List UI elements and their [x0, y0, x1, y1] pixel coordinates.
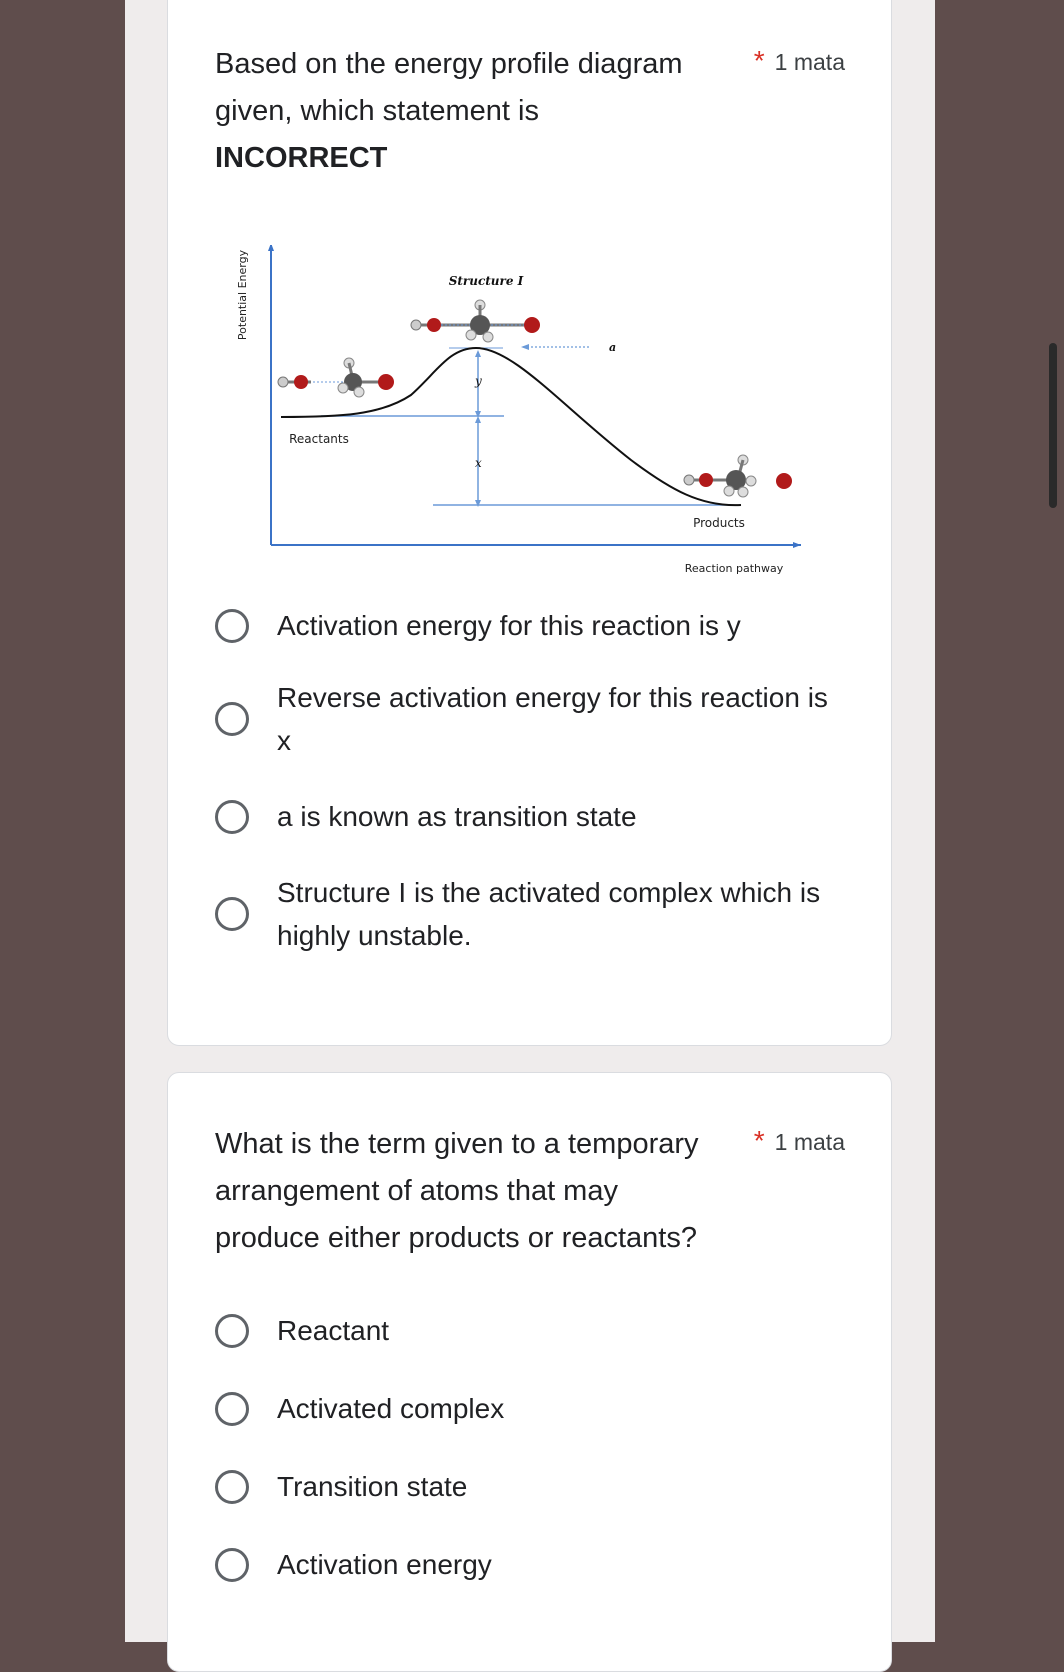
option-2[interactable] — [215, 1387, 845, 1430]
question-card-2 — [167, 1072, 892, 1672]
question-title-text: Based on the energy profile diagram given, which statement is — [215, 48, 683, 127]
radio-button[interactable] — [215, 800, 249, 834]
option-4[interactable] — [215, 871, 845, 957]
scrollbar-thumb[interactable] — [1049, 343, 1057, 508]
points-label: 1 mata — [774, 49, 845, 75]
option-3[interactable] — [215, 1465, 845, 1508]
reactant-molecule-illustration — [278, 358, 394, 397]
y-axis-label: Potential Energy — [236, 249, 249, 341]
option-1[interactable] — [215, 1309, 845, 1352]
option-label: Structure I is the activated complex which is highly unstable. — [277, 877, 821, 951]
a-label: a — [609, 341, 617, 354]
radio-button[interactable] — [215, 1470, 249, 1504]
question-title: What is the term given to a temporary arrangement of atoms that may produce either products or reactants? — [215, 1128, 699, 1254]
option-label: Reactant — [277, 1315, 390, 1346]
option-1[interactable] — [215, 604, 845, 647]
activated-complex-illustration — [411, 300, 540, 342]
radio-button[interactable] — [215, 1548, 249, 1582]
x-axis-label: Reaction pathway — [684, 562, 784, 575]
question-card-1 — [167, 0, 892, 1046]
x-label: x — [475, 456, 482, 470]
option-4[interactable] — [215, 1543, 845, 1586]
question-title-emphasis: INCORRECT — [215, 142, 388, 174]
product-molecule-illustration — [684, 455, 792, 497]
radio-button[interactable] — [215, 609, 249, 643]
points-label: 1 mata — [774, 1129, 845, 1155]
option-label: Transition state — [277, 1471, 468, 1502]
question-header — [215, 1121, 845, 1262]
option-2[interactable] — [215, 676, 845, 762]
question-title — [215, 41, 715, 182]
energy-profile-diagram — [231, 245, 831, 585]
option-label: Activation energy for this reaction is y — [277, 610, 741, 641]
y-label: y — [475, 374, 482, 388]
required-star: * — [753, 45, 765, 76]
products-label: Products — [693, 516, 745, 530]
required-star: * — [753, 1125, 765, 1156]
question-header — [215, 41, 845, 182]
required-indicator — [754, 1125, 845, 1157]
option-label: Reverse activation energy for this reaction is x — [277, 682, 828, 756]
option-label: Activated complex — [277, 1393, 505, 1424]
radio-button[interactable] — [215, 1392, 249, 1426]
option-label: a is known as transition state — [277, 801, 637, 832]
option-label: Activation energy — [277, 1549, 492, 1580]
required-indicator — [754, 45, 845, 77]
structure-label: Structure I — [448, 274, 524, 288]
option-3[interactable] — [215, 795, 845, 838]
radio-button[interactable] — [215, 1314, 249, 1348]
radio-button[interactable] — [215, 702, 249, 736]
reactants-label: Reactants — [289, 432, 349, 446]
radio-button[interactable] — [215, 897, 249, 931]
